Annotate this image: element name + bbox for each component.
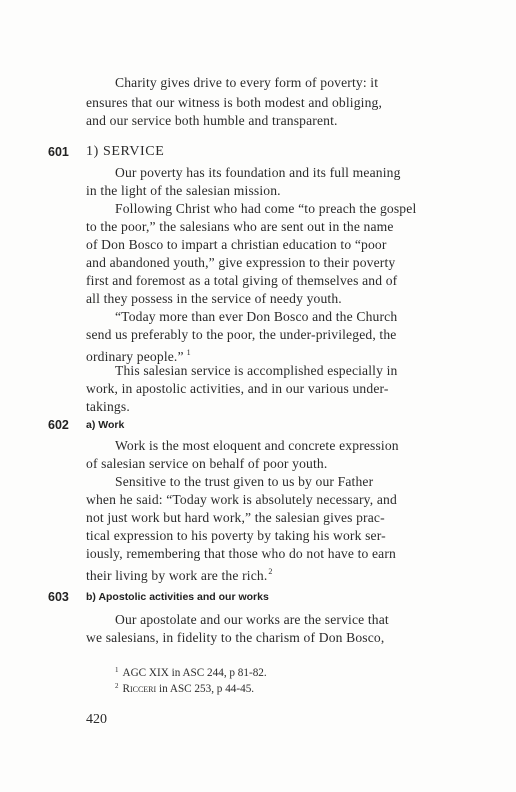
apostolic-line-2: we salesians, in fidelity to the charism of Don Bosco,	[86, 630, 385, 645]
footnote-2	[115, 678, 254, 697]
service-line-5: of Don Bosco to impart a christian education to “poor	[86, 237, 387, 252]
opening-line-1: Charity gives drive to every form of poverty: it	[115, 75, 379, 90]
footnote-2-mark: 2	[115, 682, 119, 690]
paragraph-number-601: 601	[48, 145, 69, 159]
service-line-11-text: ordinary people.”	[86, 349, 184, 364]
page-number: 420	[86, 712, 107, 727]
work-line-7: iously, remembering that those who do not have to earn	[86, 546, 396, 561]
service-line-2: in the light of the salesian mission.	[86, 183, 281, 198]
section-heading-service: 1) SERVICE	[86, 144, 165, 159]
service-line-14: takings.	[86, 399, 130, 414]
service-line-13: work, in apostolic activities, and in our various under-	[86, 381, 389, 396]
section-heading-work: a) Work	[86, 419, 125, 431]
opening-line-2: ensures that our witness is both modest and obliging,	[86, 95, 383, 110]
work-line-1: Work is the most eloquent and concrete expression	[115, 438, 399, 453]
work-line-8	[86, 563, 273, 585]
service-line-9: “Today more than ever Don Bosco and the Church	[115, 309, 398, 324]
service-line-8: all they possess in the service of needy youth.	[86, 291, 342, 306]
service-line-4: to the poor,” the salesians who are sent out in the name	[86, 219, 394, 234]
service-line-12: This salesian service is accomplished especially in	[115, 363, 398, 378]
service-line-7: first and foremost as a total giving of themselves and of	[86, 273, 398, 288]
work-line-6: tical expression to his poverty by taking his work ser-	[86, 528, 386, 543]
section-heading-apostolic: b) Apostolic activities and our works	[86, 591, 269, 603]
service-line-6: and abandoned youth,” give expression to their poverty	[86, 255, 396, 270]
work-line-5: not just work but hard work,” the salesian gives prac-	[86, 510, 385, 525]
footnote-2-text: in ASC 253, p 44-45.	[158, 683, 255, 695]
footnote-marker-2: 2	[268, 567, 273, 576]
work-line-2: of salesian service on behalf of poor youth.	[86, 456, 328, 471]
paragraph-number-603: 603	[48, 590, 69, 604]
opening-line-3: and our service both humble and transparent.	[86, 113, 338, 128]
service-line-3: Following Christ who had come “to preach the gospel	[115, 201, 417, 216]
footnote-2-author: Ricceri	[122, 683, 157, 695]
service-line-10: send us preferably to the poor, the under-privileged, the	[86, 327, 397, 342]
footnote-1-mark: 1	[115, 666, 119, 674]
footnote-marker-1: 1	[186, 348, 191, 357]
work-line-8-text: their living by work are the rich.	[86, 568, 268, 583]
footnote-1-text: AGC XIX in ASC 244, p 81-82.	[122, 667, 267, 679]
service-line-1: Our poverty has its foundation and its full meaning	[115, 165, 401, 180]
apostolic-line-1: Our apostolate and our works are the service that	[115, 612, 389, 627]
paragraph-number-602: 602	[48, 418, 69, 432]
work-line-4: when he said: “Today work is absolutely necessary, and	[86, 492, 397, 507]
work-line-3: Sensitive to the trust given to us by our Father	[115, 474, 374, 489]
